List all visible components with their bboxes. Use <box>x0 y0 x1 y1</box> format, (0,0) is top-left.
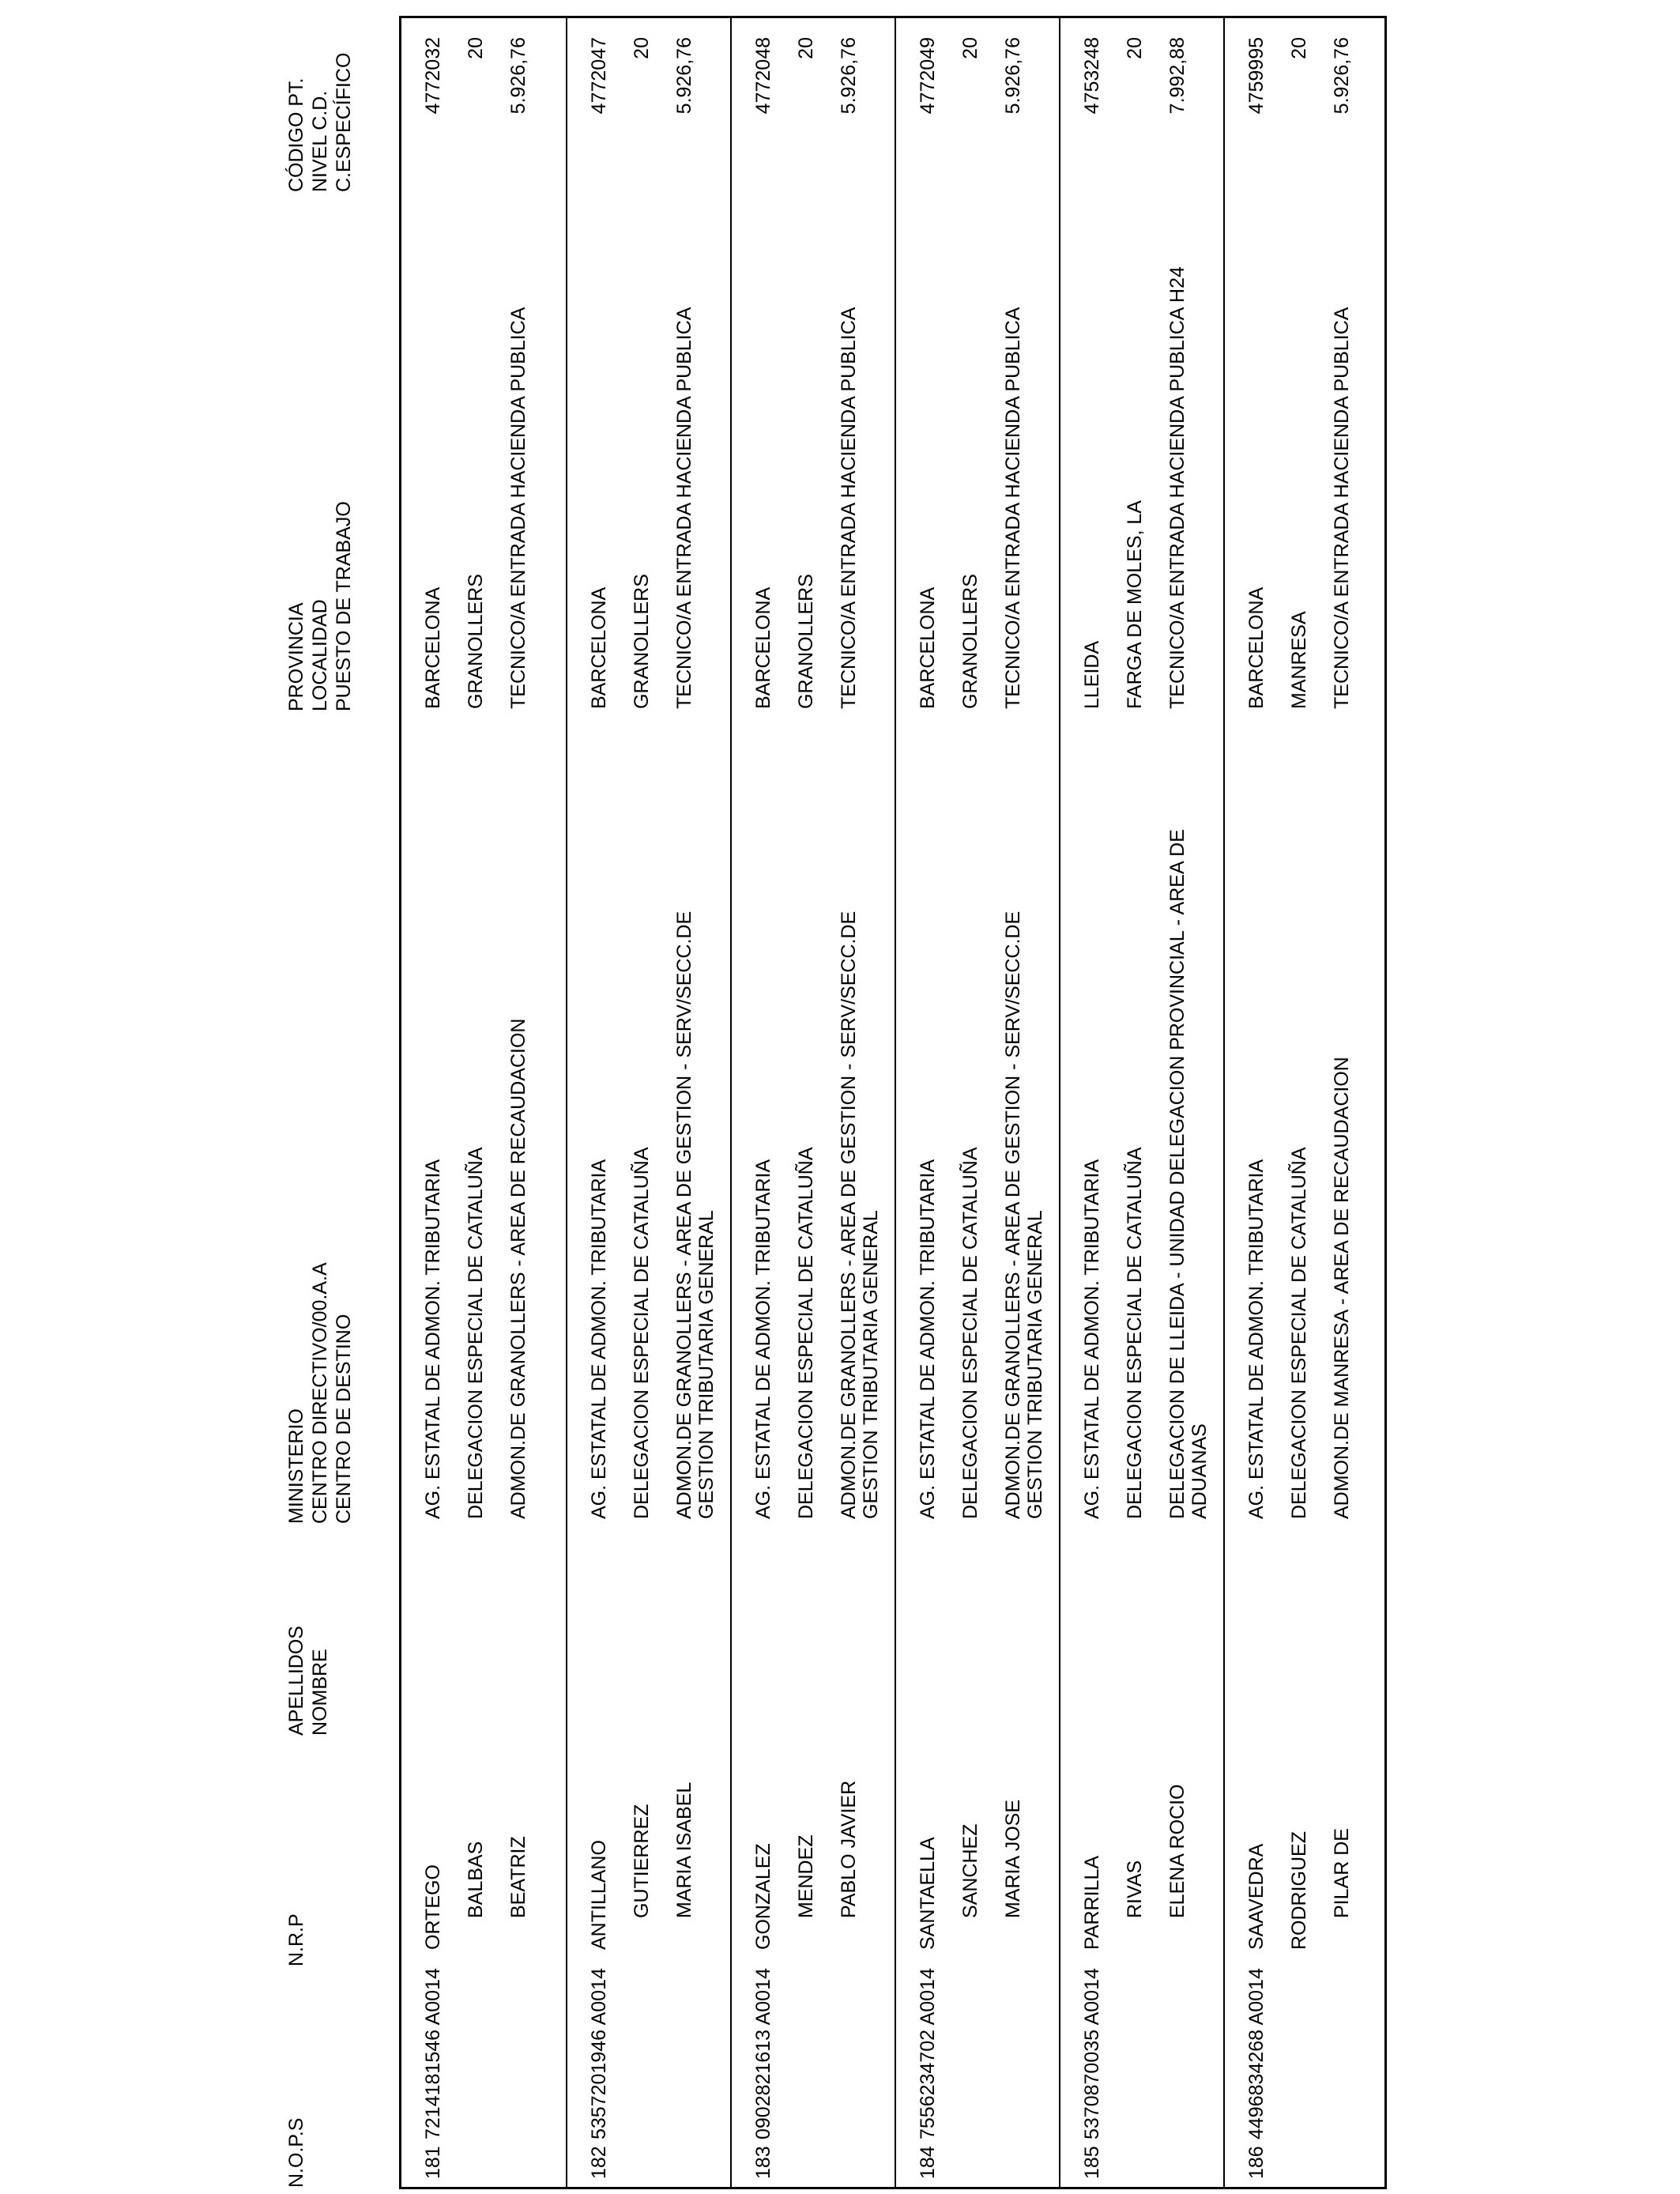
record-codigo: 4772032 <box>422 37 444 115</box>
record-localidad: GRANOLLERS <box>465 574 487 709</box>
record-centro-directivo: DELEGACION ESPECIAL DE CATALUÑA <box>1288 1147 1310 1519</box>
record-ministerio: AG. ESTATAL DE ADMON. TRIBUTARIA <box>917 1159 939 1519</box>
record-apellido1: PARRILLA <box>1081 1855 1103 1950</box>
record-puesto: TECNICO/A ENTRADA HACIENDA PUBLICA H24 <box>1166 266 1188 709</box>
header-codigo-label: CÓDIGO PT. <box>285 77 307 192</box>
record-nops: 181 <box>422 2146 444 2179</box>
record-row <box>1223 18 1388 2187</box>
record-codigo: 4759995 <box>1245 37 1268 115</box>
record-centro-directivo: DELEGACION ESPECIAL DE CATALUÑA <box>795 1147 817 1519</box>
record-nivel: 20 <box>795 37 817 59</box>
record-apellido1: SAAVEDRA <box>1245 1843 1268 1950</box>
record-centro-destino: ADMON.DE GRANOLLERS - AREA DE GESTION - SERV/SECC.DE GESTION TRIBUTARIA GENERAL <box>673 910 718 1519</box>
record-ministerio: AG. ESTATAL DE ADMON. TRIBUTARIA <box>1245 1159 1268 1519</box>
record-especifico: 5.926,76 <box>673 37 695 115</box>
record-puesto: TECNICO/A ENTRADA HACIENDA PUBLICA <box>1002 307 1024 709</box>
record-nrp: 0902821613 A0014 <box>752 1968 774 2139</box>
record-codigo: 4753248 <box>1081 37 1103 115</box>
record-apellido1: ANTILLANO <box>588 1840 610 1950</box>
header-apellidos <box>284 1626 332 1736</box>
header-ministerio-label: MINISTERIO <box>285 1408 307 1524</box>
record-nivel: 20 <box>631 37 653 59</box>
record-nrp: 5357201946 A0014 <box>588 1968 610 2139</box>
record-apellido1: GONZALEZ <box>752 1843 774 1950</box>
record-nombre: MARIA ISABEL <box>673 1781 695 1918</box>
header-provincia-label: PROVINCIA <box>285 602 307 711</box>
record-apellido2: GUTIERREZ <box>631 1804 653 1918</box>
record-provincia: BARCELONA <box>917 586 939 709</box>
record-apellido2: SANCHEZ <box>959 1823 981 1918</box>
header-nrp <box>284 1913 308 1966</box>
record-localidad: GRANOLLERS <box>795 574 817 709</box>
record-row <box>566 18 730 2187</box>
header-nivel-label: NIVEL C.D. <box>309 90 331 192</box>
record-centro-destino: ADMON.DE MANRESA - AREA DE RECAUDACION <box>1331 1057 1353 1519</box>
record-centro-directivo: DELEGACION ESPECIAL DE CATALUÑA <box>1124 1147 1146 1519</box>
record-especifico: 5.926,76 <box>1331 37 1353 115</box>
record-centro-destino: DELEGACION DE LLEIDA - UNIDAD DELEGACION PROVINCIAL - AREA DE ADUANAS <box>1166 829 1211 1519</box>
record-especifico: 5.926,76 <box>1002 37 1024 115</box>
record-nivel: 20 <box>1124 37 1146 59</box>
record-nrp: 7556234702 A0014 <box>917 1968 939 2139</box>
record-nivel: 20 <box>465 37 487 59</box>
record-codigo: 4772049 <box>917 37 939 115</box>
header-apellidos-label: APELLIDOS <box>285 1626 307 1736</box>
record-localidad: FARGA DE MOLES, LA <box>1124 500 1146 709</box>
record-localidad: MANRESA <box>1288 611 1310 709</box>
header-nombre-label: NOMBRE <box>309 1649 331 1736</box>
record-nombre: BEATRIZ <box>507 1836 529 1918</box>
record-ministerio: AG. ESTATAL DE ADMON. TRIBUTARIA <box>422 1159 444 1519</box>
header-provincia <box>284 501 356 711</box>
record-centro-destino: ADMON.DE GRANOLLERS - AREA DE RECAUDACION <box>507 1018 529 1519</box>
header-codigo <box>284 53 356 192</box>
record-centro-directivo: DELEGACION ESPECIAL DE CATALUÑA <box>465 1147 487 1519</box>
record-nivel: 20 <box>959 37 981 59</box>
record-nops: 185 <box>1081 2146 1103 2179</box>
record-nrp: 7214181546 A0014 <box>422 1968 444 2139</box>
record-puesto: TECNICO/A ENTRADA HACIENDA PUBLICA <box>673 307 695 709</box>
record-puesto: TECNICO/A ENTRADA HACIENDA PUBLICA <box>838 307 860 709</box>
header-especifico-label: C.ESPECÍFICO <box>333 52 355 192</box>
record-localidad: GRANOLLERS <box>959 574 981 709</box>
record-nrp: 5370870035 A0014 <box>1081 1968 1103 2139</box>
record-nivel: 20 <box>1288 37 1310 59</box>
records-table <box>399 16 1387 2189</box>
record-row <box>895 18 1059 2187</box>
record-apellido2: RODRIGUEZ <box>1288 1831 1310 1950</box>
record-ministerio: AG. ESTATAL DE ADMON. TRIBUTARIA <box>588 1159 610 1519</box>
record-provincia: BARCELONA <box>588 586 610 709</box>
record-provincia: BARCELONA <box>752 586 774 709</box>
header-ministerio <box>284 1262 356 1524</box>
record-codigo: 4772048 <box>752 37 774 115</box>
record-nops: 182 <box>588 2146 610 2179</box>
record-apellido1: SANTAELLA <box>917 1837 939 1950</box>
record-puesto: TECNICO/A ENTRADA HACIENDA PUBLICA <box>1331 307 1353 709</box>
header-localidad-label: LOCALIDAD <box>309 599 331 711</box>
header-centro-directivo-label: CENTRO DIRECTIVO/00.A.A <box>309 1262 331 1524</box>
record-row <box>1059 18 1223 2187</box>
header-nops-label: N.O.P.S <box>285 2117 307 2188</box>
record-nombre: ELENA ROCIO <box>1166 1784 1188 1918</box>
record-codigo: 4772047 <box>588 37 610 115</box>
record-centro-destino: ADMON.DE GRANOLLERS - AREA DE GESTION - SERV/SECC.DE GESTION TRIBUTARIA GENERAL <box>1002 910 1046 1519</box>
header-puesto-label: PUESTO DE TRABAJO <box>333 501 355 711</box>
record-especifico: 5.926,76 <box>507 37 529 115</box>
record-provincia: BARCELONA <box>422 586 444 709</box>
record-apellido2: RIVAS <box>1124 1860 1146 1918</box>
record-row <box>401 18 566 2187</box>
record-nrp: 4496834268 A0014 <box>1245 1968 1268 2139</box>
record-nops: 183 <box>752 2146 774 2179</box>
record-nombre: MARIA JOSE <box>1002 1799 1024 1918</box>
record-apellido2: MENDEZ <box>795 1834 817 1918</box>
record-row <box>730 18 895 2187</box>
record-centro-directivo: DELEGACION ESPECIAL DE CATALUÑA <box>959 1147 981 1519</box>
record-centro-directivo: DELEGACION ESPECIAL DE CATALUÑA <box>631 1147 653 1519</box>
record-centro-destino: ADMON.DE GRANOLLERS - AREA DE GESTION - SERV/SECC.DE GESTION TRIBUTARIA GENERAL <box>838 910 882 1519</box>
record-localidad: GRANOLLERS <box>631 574 653 709</box>
record-ministerio: AG. ESTATAL DE ADMON. TRIBUTARIA <box>1081 1159 1103 1519</box>
header-centro-destino-label: CENTRO DE DESTINO <box>333 1314 355 1524</box>
header-nops <box>284 2118 308 2188</box>
record-puesto: TECNICO/A ENTRADA HACIENDA PUBLICA <box>507 307 529 709</box>
record-provincia: LLEIDA <box>1081 640 1103 709</box>
record-nops: 184 <box>917 2146 939 2179</box>
record-nombre: PABLO JAVIER <box>838 1780 860 1918</box>
record-especifico: 7.992,88 <box>1166 37 1188 115</box>
record-especifico: 5.926,76 <box>838 37 860 115</box>
record-apellido1: ORTEGO <box>422 1864 444 1950</box>
header-nrp-label: N.R.P <box>285 1913 307 1966</box>
record-provincia: BARCELONA <box>1245 586 1268 709</box>
record-nops: 186 <box>1245 2146 1268 2179</box>
record-nombre: PILAR DE <box>1331 1828 1353 1918</box>
record-ministerio: AG. ESTATAL DE ADMON. TRIBUTARIA <box>752 1159 774 1519</box>
record-apellido2: BALBAS <box>465 1841 487 1918</box>
